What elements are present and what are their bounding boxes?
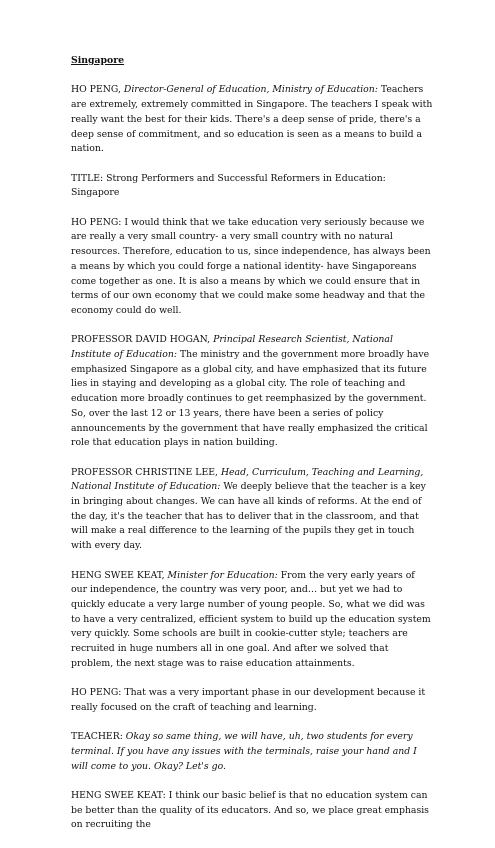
speaker-name: HO PENG: xyxy=(71,216,122,228)
speaker-name: HO PENG: xyxy=(71,687,122,699)
speaker-name: PROFESSOR CHRISTINE LEE, xyxy=(71,466,221,478)
paragraph-text: I would think that we take education very seriously because we are really a very small country- a very small country with no natural resources. Therefore, education to us, since independence, has always been a means by which you could forge a national identity- have Singaporeans come together as one. It is also a means by which we could ensure that in terms of our own economy that we could make some headway and that the economy could do well. xyxy=(71,216,431,316)
document-heading: Singapore xyxy=(71,55,125,66)
speaker-role: Minister for Education: xyxy=(167,569,278,581)
speaker-name: PROFESSOR DAVID HOGAN, xyxy=(71,334,214,346)
heading-spacer xyxy=(71,69,433,84)
paragraph-ho-peng-1 xyxy=(71,83,433,157)
paragraph-david-hogan xyxy=(71,333,433,451)
paragraph-text: I think our basic belief is that no education system can be better than the quality of its educators. And so, we place great emphasis on recruiting the xyxy=(71,790,429,831)
title-line: TITLE: Strong Performers and Successful Reformers in Education: Singapore xyxy=(71,172,386,199)
document-body xyxy=(71,54,433,848)
paragraph-text: We deeply believe that the teacher is a key in bringing about changes. We can have all kinds of reforms. At the end of the day, it's the teacher that has to deliver that in the classroom, and that will make a real difference to the learning of the pupils they get in touch with every day. xyxy=(71,481,426,552)
speaker-role: Head, Curriculum, Teaching and Learning, National Institute of Education: xyxy=(71,466,424,493)
paragraph-teacher xyxy=(71,730,433,774)
paragraph-christine-lee xyxy=(71,466,433,554)
speaker-name: TEACHER: xyxy=(71,731,126,743)
paragraph-ho-peng-3 xyxy=(71,686,433,715)
paragraph-text: The ministry and the government more broadly have emphasized Singapore as a global city, and have emphasized that its future lies in staying and developing as a global city. The role of teaching and education more broadly continues to get reemphasized by the government. So, over the last 12 or 13 years, there have been a series of policy announcements by the government that have really emphasized the critical role that education plays in nation building. xyxy=(71,349,430,449)
speaker-name: HO PENG, xyxy=(71,84,124,96)
paragraph-title xyxy=(71,172,433,201)
speaker-name: HENG SWEE KEAT, xyxy=(71,569,168,581)
paragraph-ho-peng-2 xyxy=(71,216,433,319)
paragraph-text: That was a very important phase in our development because it really focused on the craft of teaching and learning. xyxy=(71,687,426,713)
paragraph-text: Teachers are extremely, extremely committed in Singapore. The teachers I speak with really want the best for their kids. There's a deep sense of pride, there's a deep sense of commitment, and so education is seen as a means to build a nation. xyxy=(71,84,433,155)
paragraph-heng-swee-keat-2 xyxy=(71,789,433,833)
speaker-name: HENG SWEE KEAT: xyxy=(71,790,166,802)
speaker-role: Principal Research Scientist, National Institute of Education: xyxy=(71,334,393,360)
paragraph-heng-swee-keat-1 xyxy=(71,569,433,672)
paragraph-text: From the very early years of our independence, the country was very poor, and… but yet we had to quickly educate a very large number of young people. So, what we did was to have a very centralized, efficient system to build up the education system very quickly. Some schools are built in cookie-cutter style; teachers are recruited in huge numbers all in one goal. And after we solved that problem, the next stage was to raise education attainments. xyxy=(71,569,431,669)
speaker-role: Director-General of Education, Ministry of Education: xyxy=(123,84,378,96)
teacher-quote: Okay so same thing, we will have, uh, two students for every terminal. If you have any issues with the terminals, raise your hand and I will come to you. Okay? Let's go. xyxy=(71,731,417,772)
